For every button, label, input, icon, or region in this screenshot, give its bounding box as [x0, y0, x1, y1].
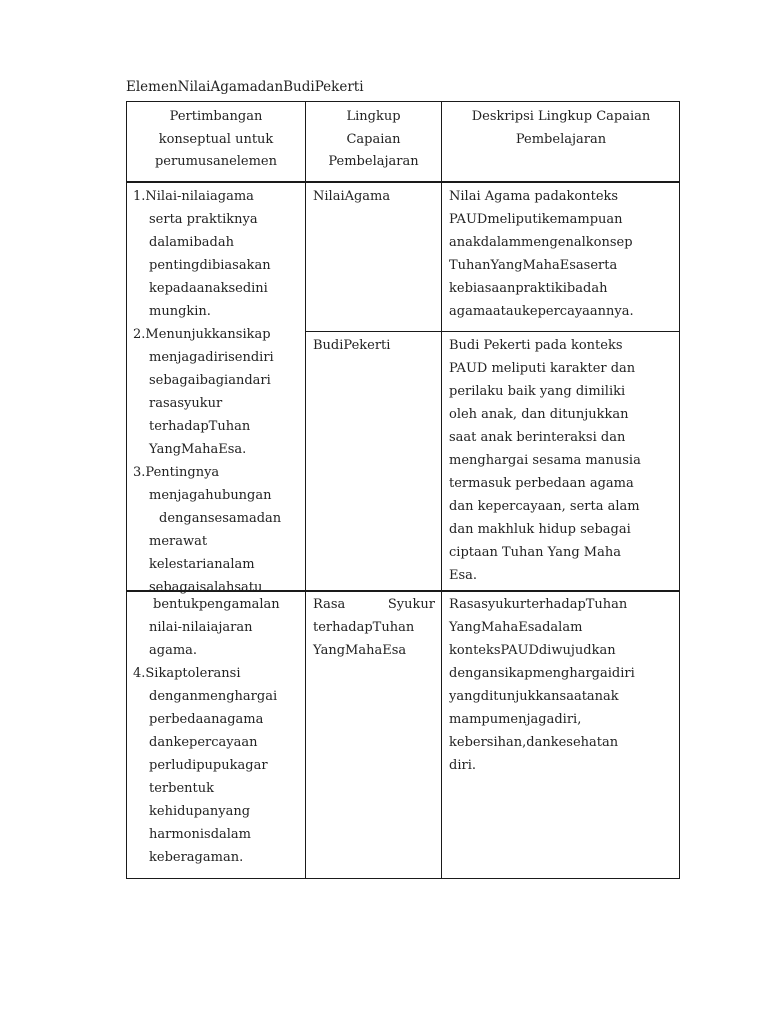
text-line: terhadapTuhan [149, 419, 251, 434]
text-line: merawat [149, 534, 208, 549]
text-line: oleh anak, dan ditunjukkan [449, 407, 629, 422]
header-divider [126, 181, 680, 183]
description-cell-budi-pekerti [449, 334, 679, 587]
scope-cell-budi-pekerti [313, 334, 439, 357]
scope-label: BudiPekerti [313, 338, 391, 353]
text-line: YangMahaEsadalam [449, 620, 583, 635]
text-line: yangditunjukkansaatanak [449, 689, 619, 704]
text-line: pentingdibiasakan [149, 258, 271, 273]
text-line: dengansikapmenghargaidiri [449, 666, 635, 681]
text-line: 4.Sikaptoleransi [133, 666, 241, 681]
text-line: nilai-nilaiajaran [149, 620, 253, 635]
text-line: perilaku baik yang dimiliki [449, 384, 626, 399]
text-line: menjagadirisendiri [149, 350, 274, 365]
header-text: Pembelajaran [328, 154, 419, 169]
text-line: Esa. [449, 568, 478, 583]
text-line: dan kepercayaan, serta alam [449, 499, 640, 514]
scope-label-line: YangMahaEsa [313, 643, 407, 658]
header-cell-considerations [127, 106, 305, 174]
column-divider-1 [305, 101, 306, 879]
header-cell-description [442, 106, 680, 151]
text-line: TuhanYangMahaEsaserta [449, 258, 618, 273]
text-line: termasuk perbedaan agama [449, 476, 634, 491]
scope-word: Rasa [313, 597, 346, 612]
header-text: Pembelajaran [515, 131, 607, 147]
description-cell-nilai-agama [449, 185, 679, 323]
description-cell-rasa-syukur [449, 593, 679, 777]
text-line: agama. [149, 643, 198, 658]
document-title: ElemenNilaiAgamadanBudiPekerti [126, 79, 364, 95]
text-line: anakdalammengenalkonsep [449, 235, 633, 250]
text-line: diri. [449, 758, 476, 773]
header-text: Capaian [346, 131, 401, 147]
header-cell-scope [306, 106, 441, 174]
text-line: dalamibadah [149, 235, 234, 250]
text-line: YangMahaEsa. [149, 442, 247, 457]
text-line: dankepercayaan [149, 735, 258, 750]
text-line: mampumenjagadiri, [449, 712, 582, 727]
text-line: PAUDmeliputikemampuan [449, 212, 623, 227]
considerations-cell-top [133, 185, 305, 599]
text-line: harmonisdalam [149, 827, 252, 842]
text-line: rasasyukur [149, 396, 223, 411]
text-line: menghargai sesama manusia [449, 453, 641, 468]
text-line: agamaataukepercayaannya. [449, 304, 634, 319]
scope-word: Syukur [387, 597, 435, 612]
text-line: perludipupukagar [149, 758, 268, 773]
text-line: 2.Menunjukkansikap [133, 327, 271, 342]
text-line: dan makhluk hidup sebagai [449, 522, 631, 537]
text-line: PAUD meliputi karakter dan [449, 361, 636, 376]
header-text: Pertimbangan [169, 109, 263, 124]
scope-label: NilaiAgama [313, 189, 391, 204]
text-line: kepadaanaksedini [149, 281, 268, 296]
text-line: kehidupanyang [149, 804, 251, 819]
text-line: konteksPAUDdiwujudkan [449, 643, 616, 658]
text-line: 3.Pentingnya [133, 465, 220, 480]
header-text: perumusanelemen [154, 154, 278, 169]
text-line: kebersihan,dankesehatan [449, 735, 619, 750]
scope-label-line [313, 593, 441, 616]
scope-label-line: terhadapTuhan [313, 620, 415, 635]
scope-cell-nilai-agama [313, 185, 439, 208]
text-line: RasasyukurterhadapTuhan [449, 597, 628, 612]
row-divider-1 [305, 331, 680, 332]
header-text: Lingkup [346, 109, 401, 124]
text-line: saat anak berinteraksi dan [449, 430, 626, 445]
considerations-cell-bottom [133, 593, 305, 869]
text-line: terbentuk [149, 781, 214, 796]
text-line: serta praktiknya [149, 212, 258, 227]
text-line: kebiasaanpraktikibadah [449, 281, 608, 296]
scope-cell-rasa-syukur [313, 593, 441, 662]
text-line: mungkin. [149, 304, 211, 319]
text-line: Nilai Agama padakonteks [449, 189, 619, 204]
text-line: perbedaanagama [149, 712, 264, 727]
text-line: sebagaibagiandari [149, 373, 271, 388]
column-divider-2 [441, 101, 442, 879]
text-line: 1.Nilai-nilaiagama [133, 189, 254, 204]
text-line: ciptaan Tuhan Yang Maha [449, 545, 621, 560]
text-line: kelestarianalam [149, 557, 255, 572]
text-line: menjagahubungan [149, 488, 272, 503]
text-line: Budi Pekerti pada konteks [449, 338, 623, 353]
text-line: sebagaisalahsatu [149, 580, 263, 595]
header-text: Deskripsi Lingkup Capaian [471, 109, 651, 124]
text-line: keberagaman. [149, 850, 244, 865]
text-line: denganmenghargai [149, 689, 278, 704]
text-line: dengansesamadan [159, 511, 282, 526]
header-text: konseptual untuk [158, 131, 274, 147]
text-line: bentukpengamalan [153, 597, 280, 612]
